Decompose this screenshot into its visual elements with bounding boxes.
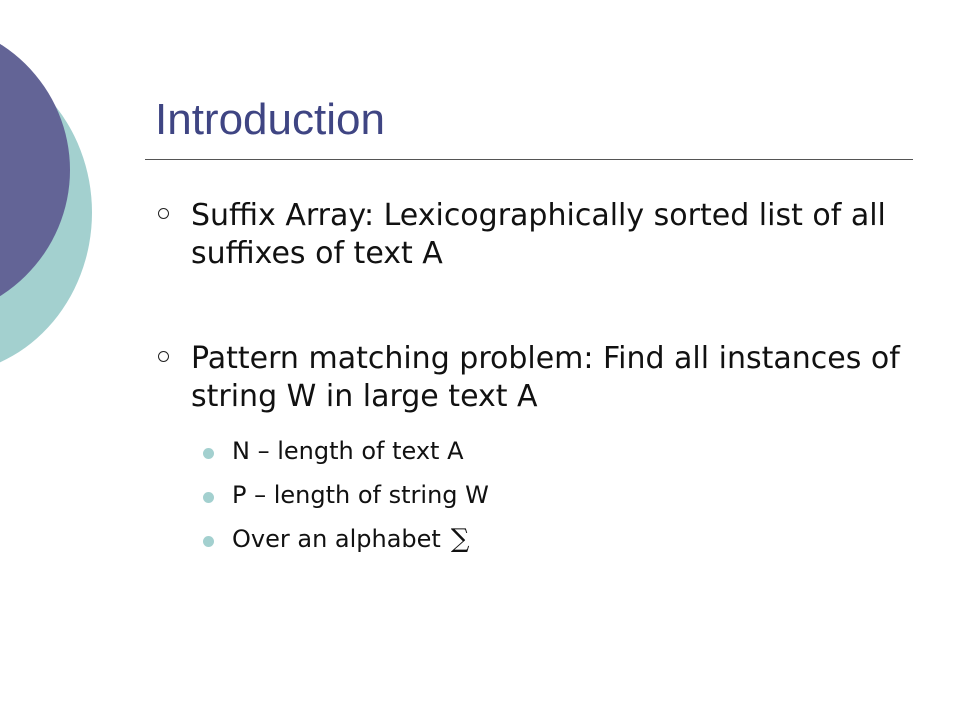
- bullet-text: Pattern matching problem: Find all instances of string W in large text A: [191, 341, 900, 414]
- sub-bullet-line: [232, 524, 469, 554]
- slide-title: Introduction: [155, 95, 385, 144]
- title-divider: [145, 159, 913, 160]
- sigma-symbol: ∑: [450, 524, 470, 554]
- bullet-text: Suffix Array: Lexicographically sorted list of all suffixes of text A: [191, 198, 886, 271]
- sub-bullet-text: N – length of text A: [232, 437, 464, 465]
- filled-dot-icon: [203, 536, 214, 547]
- hollow-circle-icon: [158, 208, 169, 219]
- filled-dot-icon: [203, 448, 214, 459]
- bullet-item: [158, 197, 918, 273]
- bullet-item: [158, 340, 918, 416]
- sub-bullet-text: Over an alphabet: [232, 525, 441, 553]
- sub-bullet-item: [203, 436, 903, 466]
- filled-dot-icon: [203, 492, 214, 503]
- sub-bullet-item: [203, 480, 903, 510]
- sub-bullet-text: P – length of string W: [232, 481, 489, 509]
- sub-bullet-item: [203, 524, 903, 554]
- hollow-circle-icon: [158, 351, 169, 362]
